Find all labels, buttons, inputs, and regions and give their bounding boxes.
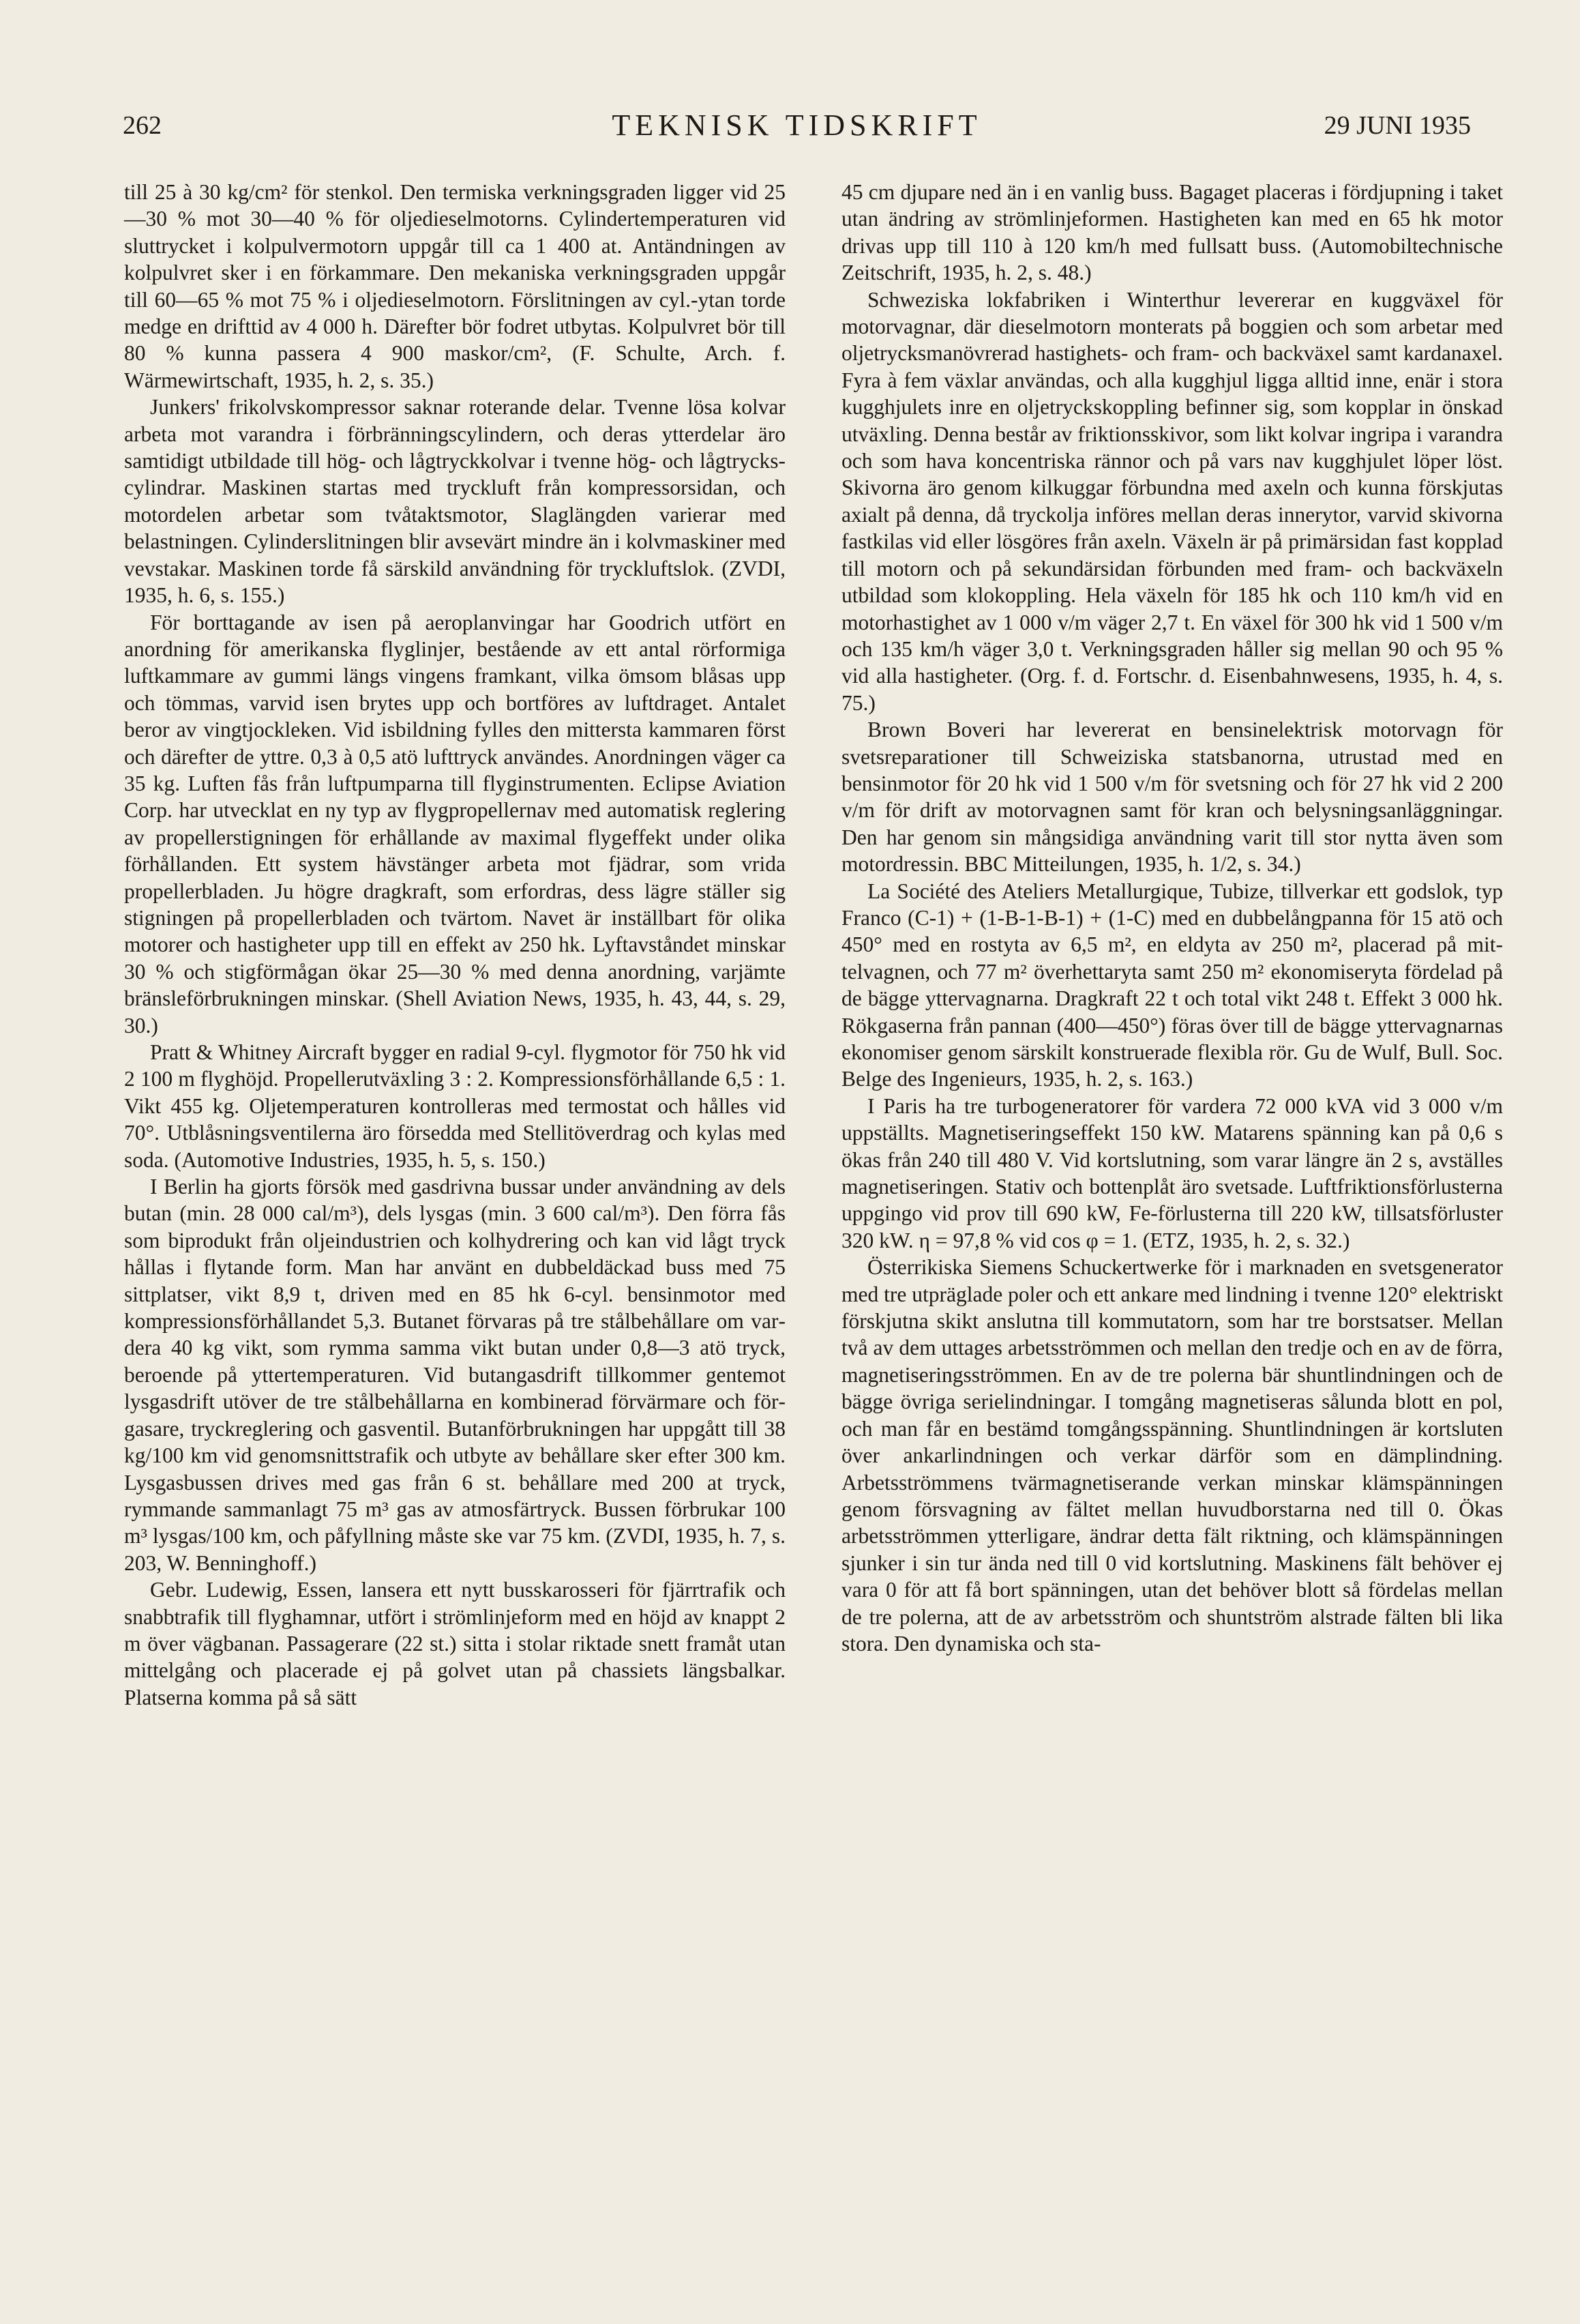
paragraph: Brown Boveri har levererat en bensinelektrisk motorvagn för svetsreparationer till Schweiziska statsbanorna, utrustad med en bensinmotor för 20 hk vid 1 500 v/m för svetsning och för 27 hk vid 2 200 v/m för drift av motorvagnen samt för kran och belysningsanläggningar. Den har genom sin mångsidiga användning varit till stor nytta även som motordressin. BBC Mitteilungen, 1935, h. 1/2, s. 34.) xyxy=(841,718,1503,877)
page-header xyxy=(123,108,1471,149)
paragraph: Junkers' frikolvskompressor saknar roterande delar. Tvenne lösa kolvar arbeta mot varandra i förbränningscylindern, och deras ytterdelar äro samtidigt utbildade till hög- och lågtryckkolvar i tvenne hög- och lågtryckscylindrar. Maskinen startas med tryckluft från kompressorsidan, och motordelen arbetar som tvåtaktsmotor, Slaglängden varierar med belastningen. Cylinderslitningen blir avsevärt mindre än i kolvmaskiner med vevstakar. Maskinen torde få särskild användning för tryckluftslok. (ZVDI, 1935, h. 6, s. 155.) xyxy=(124,395,786,608)
paragraph: För borttagande av isen på aeroplanvingar har Goodrich utfört en anordning för amerikanska flyglinjer, bestående av ett antal rörformiga luftkammare av gummi längs vingens framkant, vilka ömsom blåsas upp och tömmas, varvid isen brytes upp och bortföres av luftdraget. Antalet beror av vingtjockleken. Vid isbildning fylles den mittersta kammaren först och därefter de yttre. 0,3 à 0,5 atö lufttryck användes. Anordningen väger ca 35 kg. Luften fås från luftpumparna till flyginstrumenten. Eclipse Aviation Corp. har utvecklat en ny typ av flygpropellernav med automatisk reglering av propellerstigningen för erhållande av maximal flygeffekt under olika förhållanden. Ett system hävstänger arbeta mot fjädrar, som vrida propellerbladen. Ju högre dragkraft, som erfordras, dess lägre ställer sig stigningen på propellerbladen och tvärtom. Navet är inställbart för olika motorer och hastigheter upp till en effekt av 250 hk. Lyftavståndet minskar 30 % och stigförmågan ökar 25—30 % med denna anordning, varjämte bränsleförbrukningen minskar. (Shell Aviation News, 1935, h. 43, 44, s. 29, 30.) xyxy=(124,610,786,1038)
paragraph: Schweziska lokfabriken i Winterthur levererar en kuggväxel för motorvagnar, där dieselmotorn monterats på boggien och som arbetar med oljetrycksmanövrerad hastighets- och fram- och backväxel samt kardanaxel. Fyra à fem växlar användas, och alla kugghjul ligga alltid inne, enär i stora kugghjulets inre en oljetryckskoppling befinner sig, som kopplar in önskad utväxling. Denna består av friktionsskivor, som likt kolvar ingripa i varandra och som hava koncentriska rännor och på vars nav kugghjulet löper löst. Skivorna äro genom kilkuggar förbundna med axeln och kunna förskjutas axialt på denna, då tryckolja införes mellan deras innerytor, varvid skivorna fastkilas vid eller lösgöres från axeln. Växeln är på primärsidan fast kopplad till motorn och på sekundärsidan förbunden med fram- och backväxeln utbildad som klokoppling. Hela växeln för 185 hk och 110 km/h vid en motorhastighet av 1 000 v/m väger 2,7 t. En växel för 300 hk vid 1 500 v/m och 135 km/h väger 3,0 t. Verkningsgraden håller sig mellan 90 och 95 % vid alla hastigheter. (Org. f. d. Fortschr. d. Eisenbahnwesens, 1935, h. 4, s. 75.) xyxy=(841,287,1503,715)
paragraph: Gebr. Ludewig, Essen, lansera ett nytt busskarosseri för fjärrtrafik och snabbtrafik till flyghamnar, utfört i strömlinjeform med en höjd av knappt 2 m över vägbanan. Passagerare (22 st.) sitta i stolar riktade snett framåt utan mittelgång och placerade ej på golvet utan på chassiets längsbalkar. Platserna komma på så sätt xyxy=(124,1578,786,1709)
issue-date: 29 JUNI 1935 xyxy=(1324,111,1471,140)
page-number: 262 xyxy=(123,111,162,140)
paragraph: La Société des Ateliers Metallurgique, Tubize, tillverkar ett godslok, typ Franco (C-1) + (1-B-1-B-1) + (1-C) med en dubbelångpanna för 15 atö och 450° med en rostyta av 6,5 m², en eldyta av 250 m², placerad på mittelvagnen, och 77 m² överhettaryta samt 250 m² ekonomiseryta fördelad på de bägge yttervagnarna. Dragkraft 22 t och total vikt 248 t. Effekt 3 000 hk. Rökgaserna från pannan (400—450°) föras över till de bägge yttervagnarnas ekonomiser genom särskilt konstruerade flexibla rör. Gu de Wulf, Bull. Soc. Belge des Ingenieurs, 1935, h. 2, s. 163.) xyxy=(841,879,1503,1091)
paragraph: I Berlin ha gjorts försök med gasdrivna bussar under användning av dels butan (min. 28 000 cal/m³), dels lysgas (min. 3 600 cal/m³). Den förra fås som biprodukt från oljeindustrien och kolhydrering och kan vid lågt tryck hållas i flytande form. Man har använt en dubbeldäckad buss med 75 sittplatser, vikt 8,9 t, driven med en 85 hk 6-cyl. bensinmotor med kompressionsförhållandet 5,3. Butanet förvaras på tre stålbehållare om vardera 40 kg vikt, som rymma samma vikt butan under 0,8—3 atö tryck, beroende på yttertemperaturen. Vid butangasdrift tillkommer gentemot lysgasdrift utöver de tre stålbehållarna en kombinerad förvärmare och förgasare, tryckreglering och gasventil. Butanförbrukningen har uppgått till 38 kg/100 km vid genomsnittstrafik och utbyte av behållare sker efter 300 km. Lysgasbussen drives med gas från 6 st. behållare med 200 at tryck, rymmande sammanlagt 75 m³ gas av atmosfärtryck. Bussen förbrukar 100 m³ lysgas/100 km, och påfyllning måste ske var 75 km. (ZVDI, 1935, h. 7, s. 203, W. Benninghoff.) xyxy=(124,1175,786,1575)
paragraph: I Paris ha tre turbogeneratorer för vardera 72 000 kVA vid 3 000 v/m uppställts. Magnetiseringseffekt 150 kW. Matarens spänning kan på 0,6 s ökas från 240 till 480 V. Vid kortslutning, som varar längre än 2 s, avställes magnetiseringen. Stativ och bottenplåt äro svetsade. Luftfriktionsförlusterna uppgingo vid prov till 690 kW, Fe-förlusterna till 220 kW, tillsatsförluster 320 kW. η = 97,8 % vid cos φ = 1. (ETZ, 1935, h. 2, s. 32.) xyxy=(841,1093,1503,1252)
paragraph: till 25 à 30 kg/cm² för stenkol. Den termiska verkningsgraden ligger vid 25—30 % mot 30—40 % för oljedieselmotorns. Cylindertemperaturen vid sluttrycket i kolpulvermotorn uppgår till ca 1 400 at. Antändningen av kolpulvret sker i en förkammare. Den mekaniska verkningsgraden uppgår till 60—65 % mot 75 % i oljedieselmotorn. Förslitningen av cyl.-ytan torde medge en drifttid av 4 000 h. Därefter bör fodret utbytas. Kolpulvret bör till 80 % kunna passera 4 900 maskor/cm², (F. Schulte, Arch. f. Wärmewirtschaft, 1935, h. 2, s. 35.) xyxy=(124,180,786,392)
paragraph: 45 cm djupare ned än i en vanlig buss. Bagaget placeras i fördjupning i taket utan ändring av strömlinjeformen. Hastigheten kan med en 65 hk motor drivas upp till 110 à 120 km/h med fullsatt buss. (Automobiltechnische Zeitschrift, 1935, h. 2, s. 48.) xyxy=(841,180,1503,285)
journal-title: TEKNISK TIDSKRIFT xyxy=(612,108,982,142)
right-column xyxy=(841,179,1503,1657)
paragraph: Pratt & Whitney Aircraft bygger en radial 9-cyl. flygmotor för 750 hk vid 2 100 m flyghöjd. Propellerutväxling 3 : 2. Kompressionsförhållande 6,5 : 1. Vikt 455 kg. Oljetemperaturen kontrolleras med termostat och hålles vid 70°. Utblåsningsventilerna äro försedda med Stellitöverdrag och kylas med soda. (Automotive Industries, 1935, h. 5, s. 150.) xyxy=(124,1040,786,1172)
left-column xyxy=(124,179,786,1711)
paragraph: Österrikiska Siemens Schuckertwerke för i marknaden en svetsgenerator med tre utpräglade poler och ett ankare med lindning i tvenne 120° elektriskt förskjutna skikt anslutna till kommutatorn, som har tre borstsatser. Mellan två av dem uttages arbetsströmmen och mellan den tredje och en av de förra, magnetiseringsströmmen. En av de tre polerna bär shuntlindningen och de bägge övriga serielindningar. I tomgång magnetiseras sålunda blott en pol, och man får en bestämd tomgångsspänning. Shuntlindningen är kortsluten över ankarlindningen och verkar därför som en dämplindning. Arbetsströmmens tvärmagnetiserande verkan minskar klämspänningen genom försvagning av fältet mellan huvudborstarna ned till 0. Ökas arbetsströmmen ytterligare, ändrar detta fält riktning, och klämspänningen sjunker i sin tur ända ned till 0 vid kortslutning. Maskinens fält behöver ej vara 0 för att få bort spänningen, utan det behöver blott så fördelas mellan de tre polerna, att de av arbetsström och shuntström alstrade fälten bli lika stora. Den dynamiska och sta- xyxy=(841,1255,1503,1656)
